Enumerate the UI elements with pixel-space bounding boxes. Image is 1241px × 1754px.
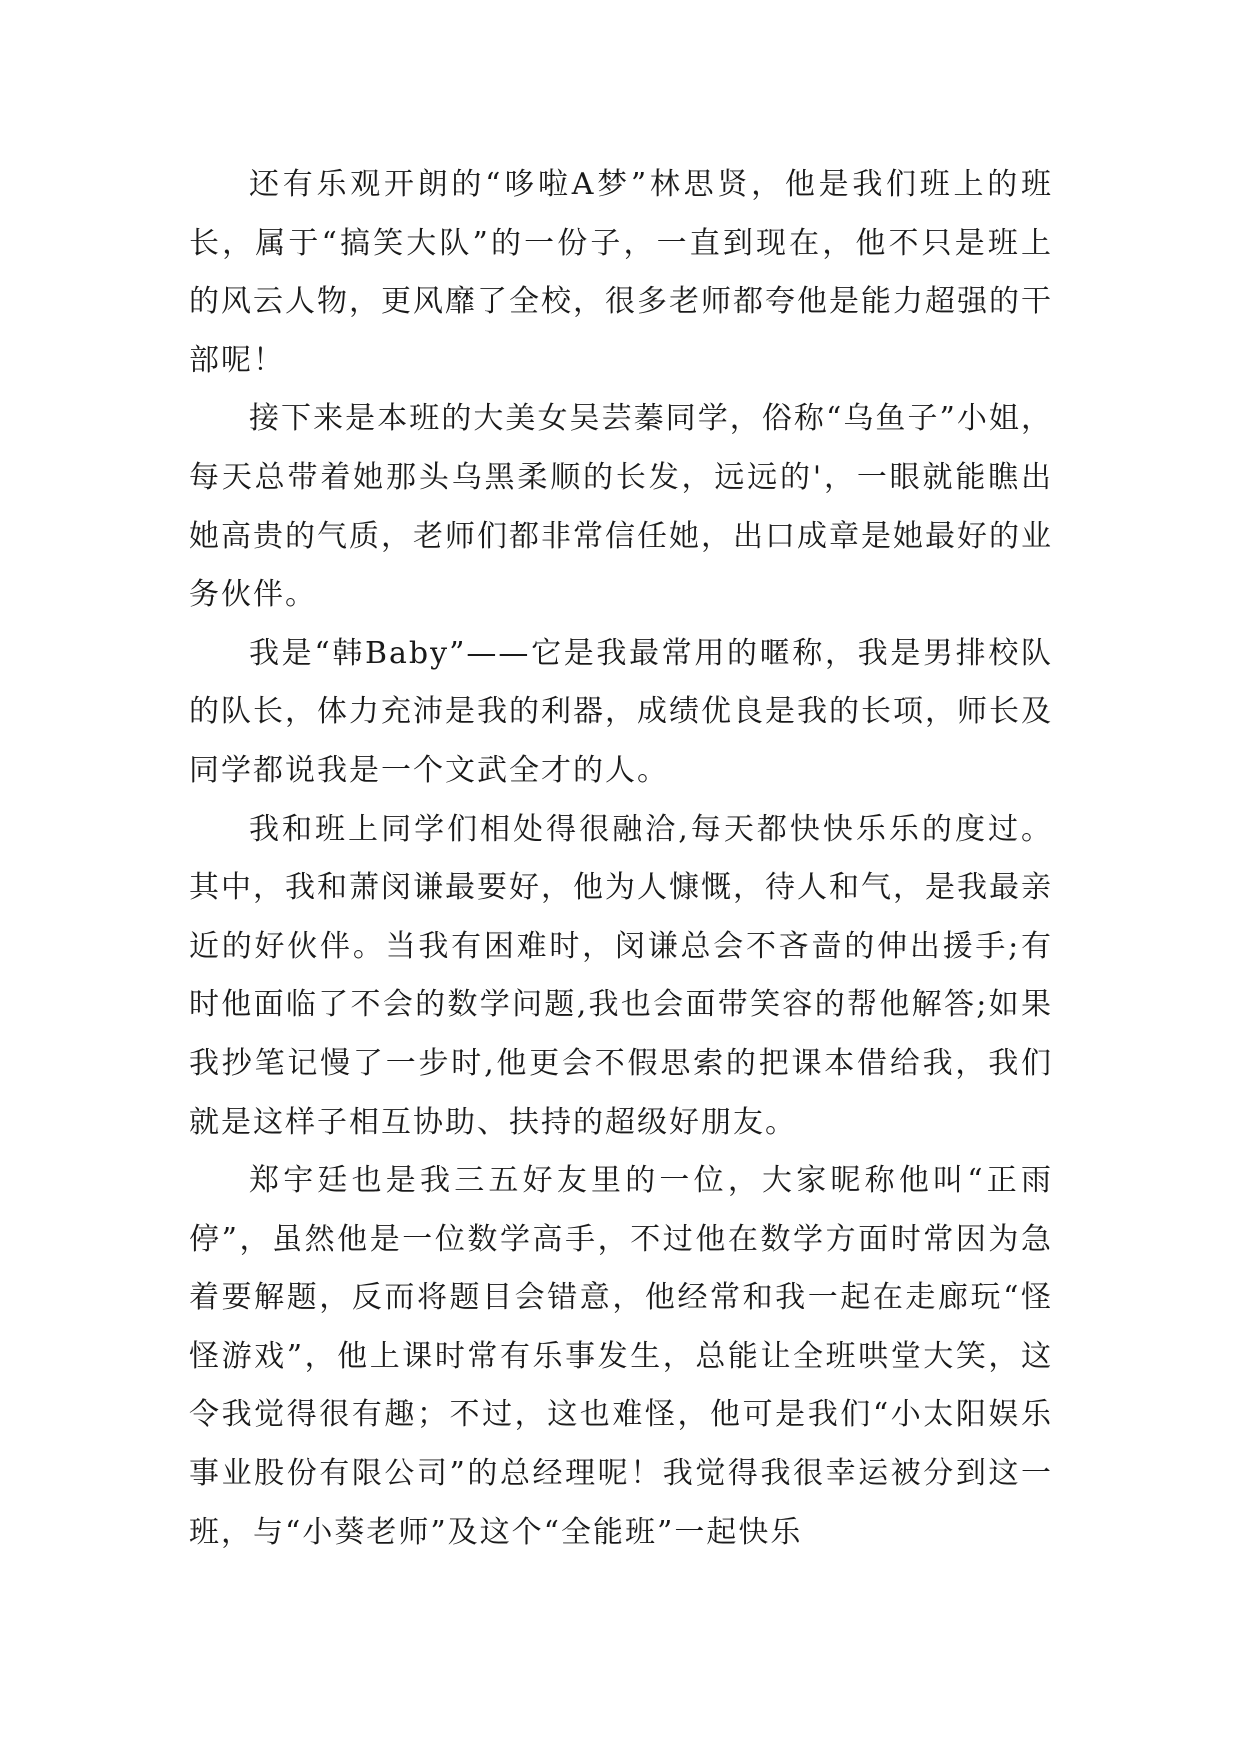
- paragraph-self-intro: 我是“韩Baby”——它是我最常用的暱称，我是男排校队的队长，体力充沛是我的利器，成绩优良是我的长项，师长及同学都说我是一个文武全才的人。: [189, 635, 1053, 788]
- paragraph-classmate-wu: 接下来是本班的大美女吴芸蓁同学，俗称“乌鱼子”小姐，每天总带着她那头乌黑柔顺的长发，远远的'，一眼就能瞧出她高贵的气质，老师们都非常信任她，出口成章是她最好的业务伙伴。: [189, 401, 1053, 613]
- paragraph-friend-zheng: 郑宇廷也是我三五好友里的一位，大家昵称他叫“正雨停”，虽然他是一位数学高手，不过他在数学方面时常因为急着要解题，反而将题目会错意，他经常和我一起在走廊玩“怪怪游戏”，他上课时常有乐事发生，总能让全班哄堂大笑，这令我觉得很有趣；不过，这也难怪，他可是我们“小太阳娱乐事业股份有限公司”的总经理呢！我觉得我很幸运被分到这一班，与“小葵老师”及这个“全能班”一起快乐: [189, 1163, 1053, 1550]
- paragraph-class-monitor: 还有乐观开朗的“哆啦A梦”林思贤，他是我们班上的班长，属于“搞笑大队”的一份子，一直到现在，他不只是班上的风云人物，更风靡了全校，很多老师都夸他是能力超强的干部呢！: [189, 167, 1053, 378]
- paragraph-friend-xiao: 我和班上同学们相处得很融洽,每天都快快乐乐的度过。其中，我和萧闵谦最要好，他为人慷慨，待人和气，是我最亲近的好伙伴。当我有困难时，闵谦总会不吝啬的伸出援手;有时他面临了不会的数学问题,我也会面带笑容的帮他解答;如果我抄笔记慢了一步时,他更会不假思索的把课本借给我，我们就是这样子相互协助、扶持的超级好朋友。: [189, 811, 1053, 1140]
- document-body: [189, 156, 1053, 1562]
